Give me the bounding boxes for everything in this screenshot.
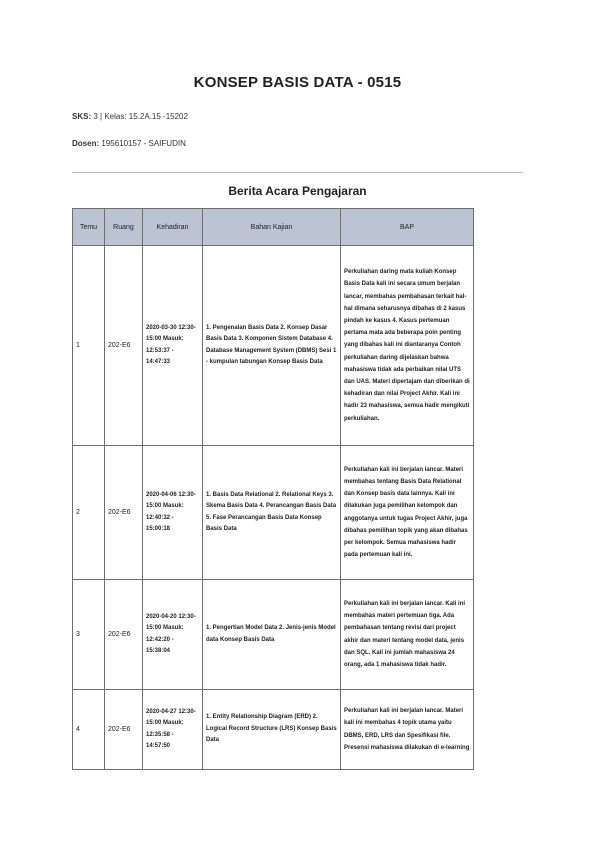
table-header-row (73, 209, 474, 246)
kehadiran-cell: 2020-04-27 12:30-15:00 Masuk: 12:35:58 - 14:57:50 (143, 690, 203, 770)
table-row (73, 246, 474, 446)
kehadiran-cell: 2020-04-20 12:30-15:00 Masuk: 12:42:20 - 15:38:04 (143, 580, 203, 690)
bahan-kajian-cell: 1. Entity Relationship Diagram (ERD) 2. Logical Record Structure (LRS) Konsep Basis Data (203, 690, 341, 770)
temu-cell: 3 (73, 580, 105, 690)
col-header-temu: Temu (73, 209, 105, 246)
bap-cell: Perkuliahan kali ini berjalan lancar. Materi membahas tentang Basis Data Relational dan Konsep basis data lainnya. Kali ini dilakukan juga pemilihan kelompok dan anggotanya untuk tugas Project Akhir, juga dibahas pemilihan topik yang akan dibahas per kelompok. Semua mahasiswa hadir pada pertemuan kali ini. (341, 446, 474, 580)
kehadiran-cell: 2020-03-30 12:30-15:00 Masuk: 12:53:37 - 14:47:33 (143, 246, 203, 446)
bap-cell: Perkuliahan kali ini berjalan lancar. Kali ini membahas materi pertemuan tiga. Ada pembahasan tentang revisi dari project akhir dan materi tentang model data, jenis dan SQL. Kali ini jumlah mahasiswa 24 orang, ada 1 mahasiswa tidak hadir. (341, 580, 474, 690)
temu-cell: 1 (73, 246, 105, 446)
course-meta (72, 112, 188, 121)
ruang-cell: 202-E6 (105, 580, 143, 690)
bap-cell: Perkuliahan kali ini berjalan lancar. Materi kali ini membahas 4 topik utama yaitu DBMS, ERD, LRS dan Spesifikasi file. Presensi mahasiswa dilakukan di e-learning (341, 690, 474, 770)
lecturer-meta (72, 139, 186, 148)
ruang-cell: 202-E6 (105, 446, 143, 580)
col-header-kehadiran: Kehadiran (143, 209, 203, 246)
bap-cell: Perkuliahan daring mata kuliah Konsep Basis Data kali ini secara umum berjalan lancar, membahas pembahasan terkait hal-hal dimana seharusnya dibahas di 2 kasus pindah ke kasus 4. Kasus pertemuan pertama mata ada beberapa poin penting yang dibahas kali ini diantaranya Contoh perkuliahan daring dijelaskan bahwa mahasiswa tidak ada perbaikan nilai UTS dan UAS. Materi dipertajam dan diberikan di kehadiran dan nilai Project Akhir. Kali ini hadir 23 mahasiswa, semua hadir mengikuti perkuliahan. (341, 246, 474, 446)
table-row (73, 690, 474, 770)
bahan-kajian-cell: 1. Basis Data Relational 2. Relational Keys 3. Skema Basis Data 4. Perancangan Basis Data 5. Fase Perancangan Basis Data Konsep Basis Data (203, 446, 341, 580)
table-row (73, 580, 474, 690)
temu-cell: 4 (73, 690, 105, 770)
bahan-kajian-cell: 1. Pengenalan Basis Data 2. Konsep Dasar Basis Data 3. Komponen Sistem Database 4. Database Management System (DBMS) Sesi 1 - kumpulan tabungan Konsep Basis Data (203, 246, 341, 446)
table-row (73, 446, 474, 580)
divider (72, 172, 523, 173)
ruang-cell: 202-E6 (105, 690, 143, 770)
temu-cell: 2 (73, 446, 105, 580)
bahan-kajian-cell: 1. Pengertian Model Data 2. Jenis-jenis Model data Konsep Basis Data (203, 580, 341, 690)
section-title: Berita Acara Pengajaran (228, 184, 367, 198)
ruang-cell: 202-E6 (105, 246, 143, 446)
dosen-value: 195610157 - SAIFUDIN (101, 139, 186, 148)
sks-class-value: 3 | Kelas: 15.2A.15 -15202 (93, 112, 188, 121)
col-header-bap: BAP (341, 209, 474, 246)
col-header-ruang: Ruang (105, 209, 143, 246)
dosen-label: Dosen: (72, 139, 100, 148)
bap-table (72, 208, 474, 770)
kehadiran-cell: 2020-04-06 12:30-15:00 Masuk: 12:40:32 - 15:00:18 (143, 446, 203, 580)
sks-label: SKS: (72, 112, 92, 121)
page-title: KONSEP BASIS DATA - 0515 (193, 74, 402, 91)
col-header-bahan-kajian: Bahan Kajian (203, 209, 341, 246)
